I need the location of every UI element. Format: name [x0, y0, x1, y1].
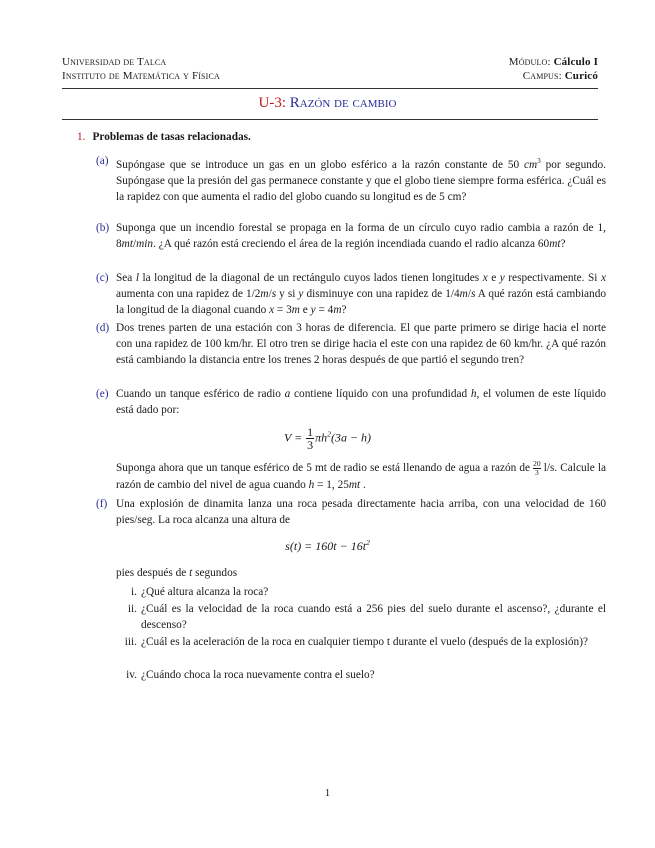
subquestion-text: ¿Cuál es la velocidad de la roca cuando está a 256 pies del suelo durante el ascenso?, ¿durante el descenso? — [141, 603, 606, 632]
page-number: 1 — [324, 787, 331, 799]
problem-e — [96, 386, 606, 418]
title-rule — [62, 119, 598, 120]
problem-text: Supóngase que se introduce un gas en un globo esférico a la razón constante de 50 $cm^3$ por segundo. Supóngase que la presión del gas permanece constante y que el globo tiene siempre forma esférica. ¿Cuál es la rapidez con que aumenta el radio del globo cuando su longitud es de 5 cm? — [116, 157, 606, 204]
problem-text: Cuando un tanque esférico de radio a contiene líquido con una profundidad h, el volumen de este líquido está dado por: — [116, 388, 606, 417]
height-formula: $s(t) = 160t - 16t^2$ — [285, 538, 370, 553]
problem-text: pies después de t segundos — [116, 567, 238, 579]
campus-info: Campus: Curicó — [522, 70, 598, 82]
campus-value: Curicó — [564, 70, 598, 82]
problem-text: Suponga ahora que un tanque esférico de 5 mt de radio se está llenando de agua a razón de $\frac{20}{3}$ l/s. Calcule la razón de cambio del nivel de agua cuando h = 1, 25mt . — [116, 459, 606, 491]
problem-d — [96, 320, 606, 369]
problem-c — [96, 270, 606, 319]
subquestion-label: iii. — [124, 636, 137, 648]
subquestion-label: iv. — [126, 669, 137, 681]
problem-label: (a) — [96, 155, 109, 167]
problem-text: Dos trenes parten de una estación con 3 horas de diferencia. El que parte primero se dirige hacia el norte con una rapidez de 100 km/hr. El otro tren se dirige hacia el este con una rapidez de 60 km/hr. ¿A qué razón está cambiando la distancia entre los trenes 2 horas después de que partió el segundo tren? — [116, 322, 606, 367]
problem-text: Una explosión de dinamita lanza una roca pesada directamente hacia arriba, con una velocidad de 160 pies/seg. La roca alcanza una altura de — [116, 498, 606, 527]
section-title: Problemas de tasas relacionadas. — [92, 131, 251, 143]
problem-text: Suponga que un incendio forestal se propaga en la forma de un círculo cuyo radio cambia a razón de 1, 8mt/min. ¿A qué razón está creciendo el área de la región incendiada cuando el radio alcanza 60mt? — [116, 222, 606, 251]
subquestion-ii — [119, 601, 606, 633]
volume-formula: V = $\frac{1}{3}$ $\pi h^2(3a - h)$ — [283, 425, 372, 452]
subquestion-label: i. — [131, 586, 137, 598]
title-code: U-3: — [258, 95, 286, 111]
title-text: Razón de cambio — [289, 95, 397, 111]
header-row-1 — [62, 56, 598, 68]
problem-label: (d) — [96, 322, 110, 334]
subquestion-text: ¿Cuál es la aceleración de la roca en cualquier tiempo t durante el vuelo (después de la explosión)? — [141, 636, 588, 648]
header-rule — [62, 88, 598, 89]
section-heading — [77, 131, 251, 143]
subquestion-label: ii. — [127, 603, 137, 615]
header-row-2 — [62, 70, 598, 82]
problem-label: (b) — [96, 222, 110, 234]
subquestion-text: ¿Cuándo choca la roca nuevamente contra el suelo? — [141, 669, 375, 681]
problem-f-continued — [96, 565, 606, 581]
problem-a — [96, 153, 606, 205]
subquestion-text: ¿Qué altura alcanza la roca? — [141, 586, 269, 598]
problem-label: (f) — [96, 498, 108, 510]
problem-text: Sea l la longitud de la diagonal de un rectángulo cuyos lados tienen longitudes x e y respectivamente. Si x aumenta con una rapidez de 1/2m/s y si y disminuye con una rapidez de 1/4m/s A qué razón está cambiando la longitud de la diagonal cuando x = 3m e y = 4m? — [116, 272, 606, 317]
module-value: Cálculo I — [553, 56, 598, 68]
problem-label: (e) — [96, 388, 109, 400]
subquestion-iii — [119, 634, 606, 650]
problem-b — [96, 220, 606, 252]
subquestion-iv — [119, 667, 606, 683]
university-name: Universidad de Talca — [62, 56, 167, 68]
institute-name: Instituto de Matemática y Física — [62, 70, 220, 82]
problem-f — [96, 496, 606, 528]
page-title — [0, 95, 655, 112]
problem-label: (c) — [96, 272, 109, 284]
subquestion-i — [119, 584, 606, 600]
problem-e-continued — [96, 460, 606, 493]
module-info: Módulo: Cálculo I — [508, 56, 598, 68]
section-number: 1. — [77, 131, 86, 143]
